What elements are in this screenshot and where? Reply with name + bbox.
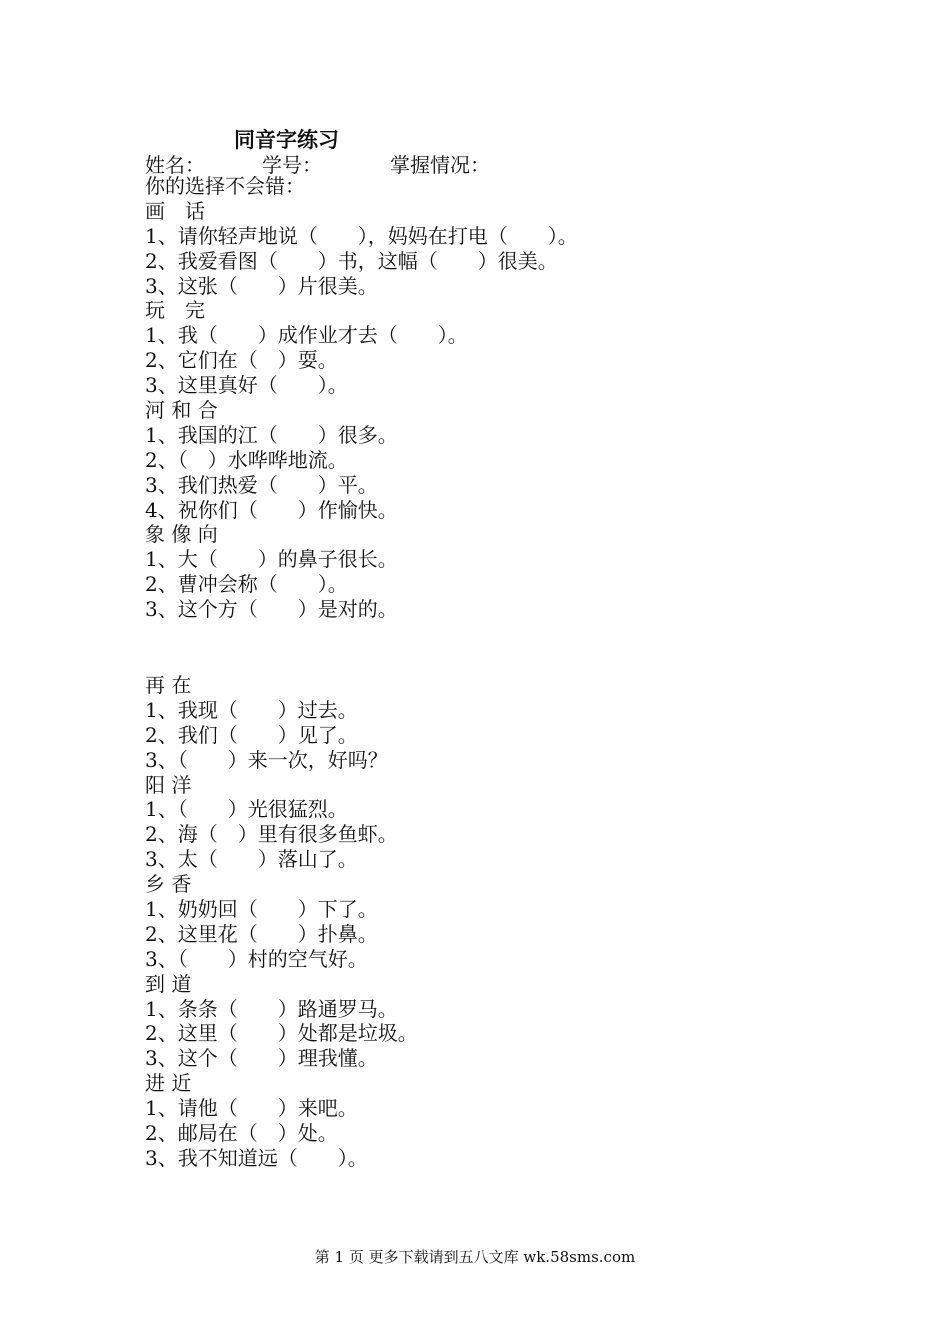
- exercise-line: 乡 香: [145, 872, 192, 897]
- exercise-line: 3、（ ）村的空气好。: [145, 946, 368, 971]
- exercise-line: 4、祝你们（ ）作愉快。: [145, 497, 398, 522]
- exercise-line: 2、这里花（ ）扑鼻。: [145, 921, 378, 946]
- exercise-line: 画 话: [145, 198, 205, 223]
- exercise-line: 3、我不知道远（ ）。: [145, 1145, 368, 1170]
- page-footer: 第 1 页 更多下载请到五八文库 wk.58sms.com: [314, 1248, 636, 1266]
- exercise-line: 2、曹冲会称（ ）。: [145, 572, 348, 597]
- exercise-line: 3、这个（ ）理我懂。: [145, 1046, 378, 1071]
- exercise-line: 1、请他（ ）来吧。: [145, 1096, 358, 1121]
- exercise-line: 3、（ ）来一次，好吗？: [145, 747, 388, 772]
- exercise-line: 1、请你轻声地说（ ），妈妈在打电（ ）。: [145, 223, 578, 248]
- exercise-line: 1、我国的江（ ）很多。: [145, 422, 398, 447]
- name-label: 姓名：: [145, 153, 205, 177]
- exercise-section-1: [145, 174, 578, 622]
- exercise-line: 玩 完: [145, 298, 205, 323]
- exercise-line: 3、我们热爱（ ）平。: [145, 472, 378, 497]
- exercise-line: 2、邮局在（ ）处。: [145, 1121, 338, 1146]
- exercise-line: 3、这个方（ ）是对的。: [145, 597, 398, 622]
- exercise-line: 象 像 向: [145, 522, 218, 547]
- exercise-section-2: [145, 673, 418, 1171]
- exercise-line: 2、海（ ）里有很多鱼虾。: [145, 822, 398, 847]
- exercise-line: 再 在: [145, 673, 192, 697]
- student-id-label: 学号：: [262, 153, 322, 177]
- exercise-line: 河 和 合: [145, 398, 218, 423]
- exercise-line: 1、我（ ）成作业才去（ ）。: [145, 323, 468, 348]
- exercise-line: 1、大（ ）的鼻子很长。: [145, 547, 398, 572]
- exercise-line: 到 道: [145, 971, 192, 996]
- page-title: 同音字练习: [234, 127, 339, 152]
- exercise-line: 阳 洋: [145, 772, 192, 797]
- exercise-line: 2、（ ）水哗哗地流。: [145, 447, 348, 472]
- exercise-line: 3、这张（ ）片很美。: [145, 273, 378, 298]
- exercise-line: 2、这里（ ）处都是垃圾。: [145, 1021, 418, 1046]
- exercise-line: 1、我现（ ）过去。: [145, 697, 358, 722]
- exercise-line: 1、（ ）光很猛烈。: [145, 797, 348, 822]
- exercise-line: 3、这里真好（ ）。: [145, 373, 348, 398]
- exercise-line: 3、太（ ）落山了。: [145, 847, 358, 872]
- exercise-line: 2、我们（ ）见了。: [145, 722, 358, 747]
- instructions: 你的选择不会错：: [145, 174, 305, 198]
- exercise-line: 进 近: [145, 1071, 192, 1096]
- exercise-line: 2、它们在（ ）耍。: [145, 348, 338, 373]
- exercise-line: 1、奶奶回（ ）下了。: [145, 897, 378, 922]
- student-info-row: [145, 149, 645, 177]
- exercise-line: 2、我爱看图（ ）书，这幅（ ）很美。: [145, 248, 558, 273]
- exercise-line: 1、条条（ ）路通罗马。: [145, 996, 398, 1021]
- mastery-label: 掌握情况：: [390, 153, 490, 177]
